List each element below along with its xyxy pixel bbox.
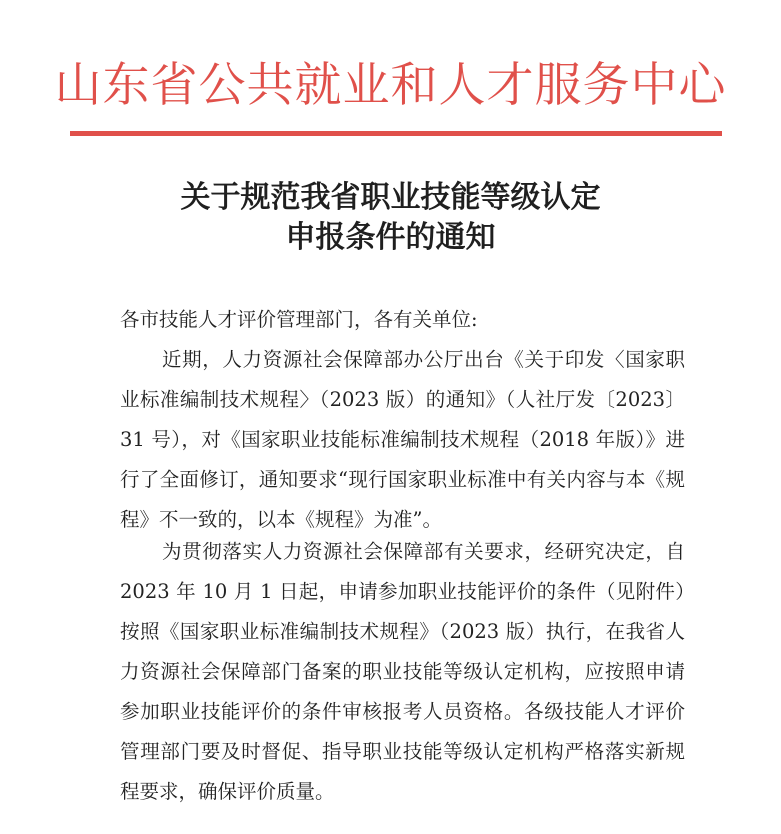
salutation: 各市技能人才评价管理部门，各有关单位: xyxy=(120,308,478,331)
document-title-line-1: 关于规范我省职业技能等级认定 xyxy=(180,180,601,215)
red-divider-line xyxy=(70,131,722,136)
organization-name: 山东省公共就业和人才服务中心 xyxy=(54,58,727,113)
document-title-line-2: 申报条件的通知 xyxy=(285,220,496,255)
body-paragraph-1: 近期，人力资源社会保障部办公厅出台《关于印发〈国家职业标准编制技术规程〉（2023 版）的通知》（人社厅发〔2023〕31 号），对《国家职业技能标准编制技术规程（2018 年版）》进行了全面修订，通知要求“现行国家职业标准中有关内容与本《规程》不一致的，以本《规程》为准”。 xyxy=(120,348,685,531)
body-paragraph-2: 为贯彻落实人力资源社会保障部有关要求，经研究决定，自 2023 年 10 月 1 日起，申请参加职业技能评价的条件（见附件）按照《国家职业标准编制技术规程》（2023 版）执行，在我省人力资源社会保障部门备案的职业技能等级认定机构，应按照申请参加职业技能评价的条件审核报考人员资格。各级技能人才评价管理部门要及时督促、指导职业技能等级认定机构严格落实新规程要求，确保评价质量。 xyxy=(120,540,685,803)
